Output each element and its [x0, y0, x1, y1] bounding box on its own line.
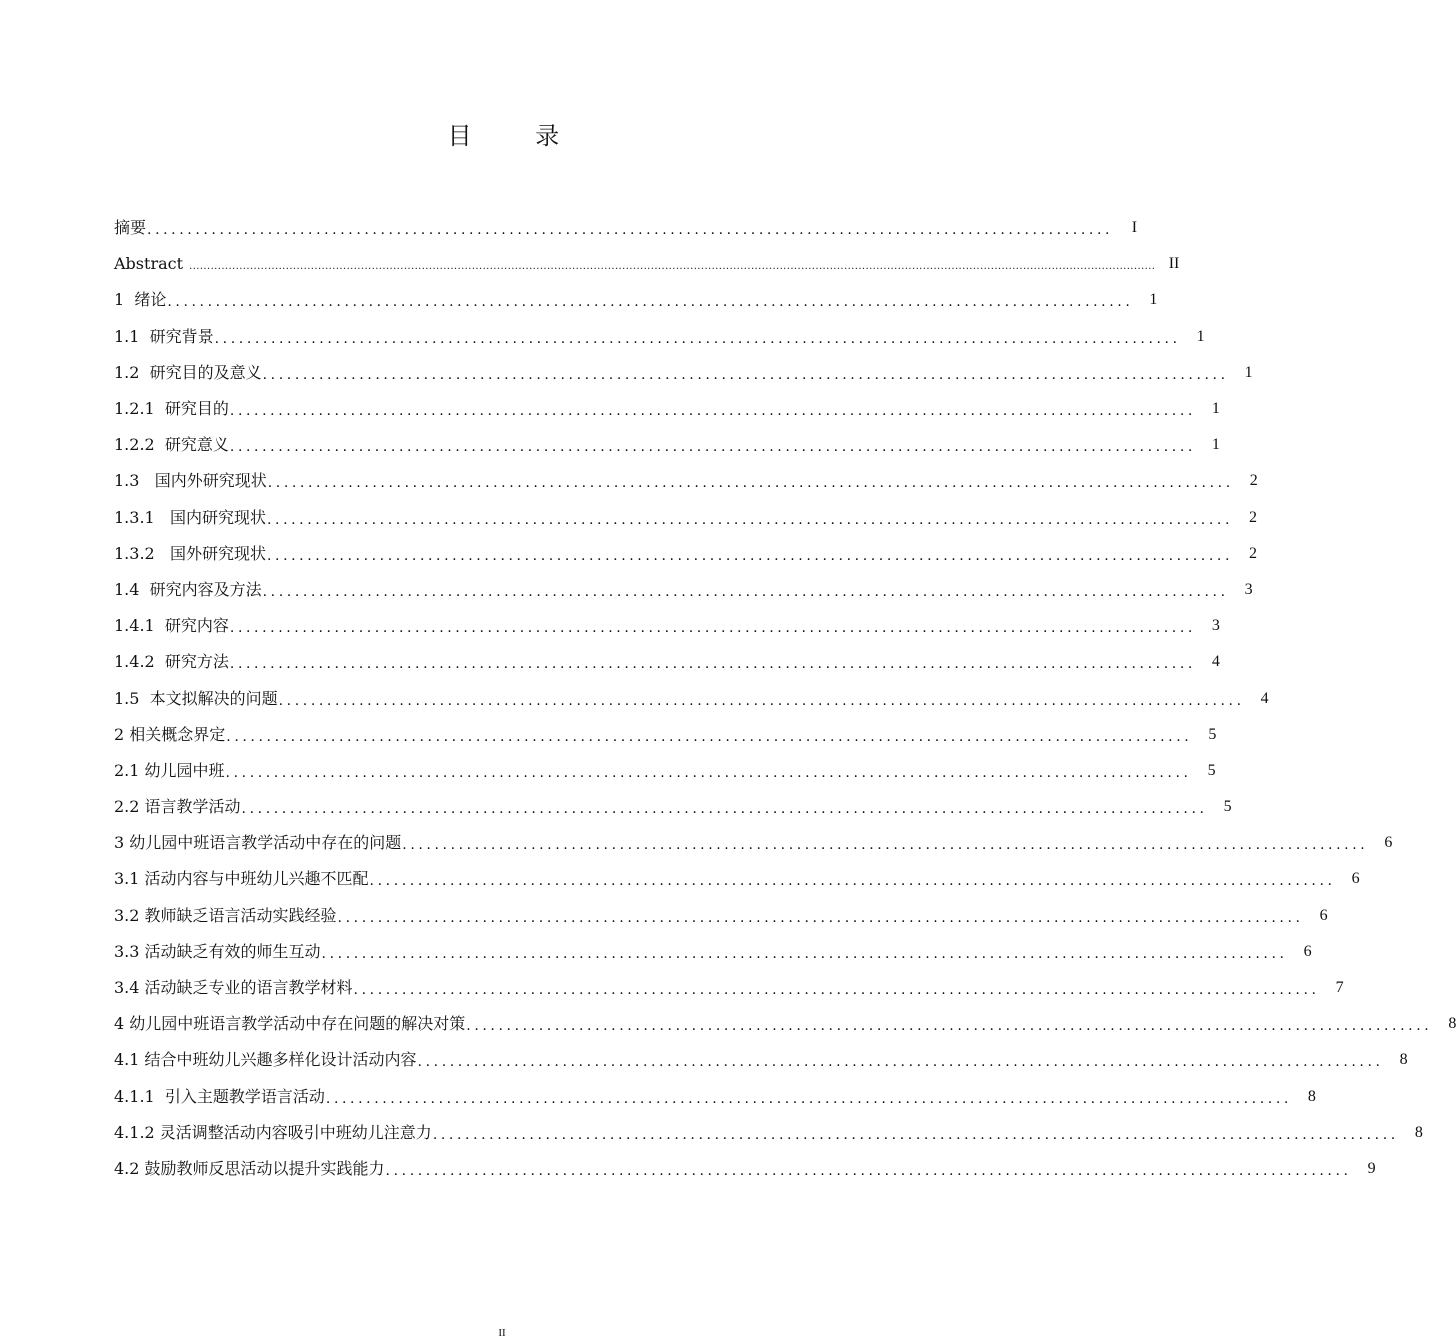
toc-dot-leader: ........................................................................................................................: [167, 294, 1134, 311]
toc-entry-page: 8: [1448, 1015, 1456, 1033]
toc-entry-label: 3.1 活动内容与中班幼儿兴趣不匹配: [114, 869, 369, 889]
toc-entry-label: 1.2.1 研究目的: [114, 399, 229, 419]
toc-entry-page: II: [1168, 255, 1180, 273]
toc-entry[interactable]: [114, 500, 1258, 536]
toc-dot-leader: ........................................................................................................................: [229, 620, 1196, 637]
toc-entry-label: 2 相关概念界定: [114, 724, 226, 744]
toc-dot-leader: ........................................................................................................................: [402, 837, 1369, 854]
toc-entry[interactable]: [114, 1042, 1408, 1078]
toc-entry[interactable]: [114, 861, 1360, 897]
toc-dot-leader: ........................................................................................................................: [147, 222, 1114, 239]
toc-entry[interactable]: [114, 319, 1205, 355]
toc-dot-leader: ........................................................................................................................: [225, 764, 1192, 781]
toc-entry-page: 2: [1249, 472, 1258, 490]
toc-entry-label: 1.2 研究目的及意义: [114, 362, 262, 382]
toc-entry-label: 3.2 教师缺乏语言活动实践经验: [114, 905, 337, 925]
toc-entry-page: 8: [1307, 1087, 1316, 1105]
toc-entry-label: 4.1.1 引入主题教学语言活动: [114, 1086, 325, 1106]
toc-entry-label: 1.4.2 研究方法: [114, 652, 229, 672]
toc-entry-label: 3.4 活动缺乏专业的语言教学材料: [114, 978, 353, 998]
toc-dot-leader: ........................................................................................................................: [267, 475, 1234, 492]
toc-entry[interactable]: [114, 355, 1253, 391]
toc-dot-leader: ........................................................................................................................: [241, 801, 1208, 818]
toc-entry[interactable]: [114, 1079, 1316, 1115]
toc-entry-page: 7: [1335, 979, 1344, 997]
toc-entry-label: 4.2 鼓励教师反思活动以提升实践能力: [114, 1158, 385, 1178]
toc-entry-page: 3: [1244, 580, 1253, 598]
toc-dot-leader: ........................................................................................................................: [229, 403, 1196, 420]
toc-dot-leader: ..............................................................................................................................................................................................................................................................................: [189, 261, 1156, 273]
toc-dot-leader: ........................................................................................................................: [466, 1018, 1433, 1035]
toc-dot-leader: ........................................................................................................................: [278, 692, 1245, 709]
toc-dot-leader: ........................................................................................................................: [353, 982, 1320, 999]
toc-entry-label: 4 幼儿园中班语言教学活动中存在问题的解决对策: [114, 1014, 466, 1034]
toc-dot-leader: ........................................................................................................................: [266, 511, 1234, 528]
toc-entry[interactable]: [114, 1115, 1423, 1151]
toc-entry-label: 1 绪论: [114, 290, 167, 310]
toc-entry-page: 5: [1207, 761, 1216, 779]
toc-entry-page: 8: [1399, 1051, 1408, 1069]
toc-entry-label: 2.2 语言教学活动: [114, 797, 241, 817]
toc-entry-label: 3 幼儿园中班语言教学活动中存在的问题: [114, 833, 402, 853]
toc-entry[interactable]: [114, 427, 1220, 463]
toc-entry[interactable]: [114, 825, 1393, 861]
toc-entry-page: 5: [1208, 725, 1217, 743]
toc-entry-label: 摘要: [114, 218, 147, 238]
toc-entry[interactable]: [114, 391, 1220, 427]
toc-entry-page: 2: [1249, 508, 1258, 526]
toc-entry-page: 6: [1384, 834, 1393, 852]
toc-entry-label: 1.1 研究背景: [114, 326, 214, 346]
toc-entry-label: 4.1.2 灵活调整活动内容吸引中班幼儿注意力: [114, 1122, 432, 1142]
toc-entry-label: 1.3.2 国外研究现状: [114, 543, 266, 563]
toc-entry-page: 4: [1211, 653, 1220, 671]
toc-entry-page: 9: [1367, 1159, 1376, 1177]
toc-entry[interactable]: [114, 644, 1220, 680]
toc-entry[interactable]: [114, 680, 1269, 716]
page-title: 目 录: [447, 122, 588, 150]
toc-entry[interactable]: [114, 536, 1258, 572]
toc-entry-page: 4: [1260, 689, 1269, 707]
toc-entry[interactable]: [114, 789, 1232, 825]
table-of-contents: [114, 210, 1456, 1187]
toc-entry-page: 5: [1223, 798, 1232, 816]
toc-dot-leader: ........................................................................................................................: [266, 547, 1234, 564]
toc-entry[interactable]: [114, 970, 1344, 1006]
toc-entry-page: 3: [1211, 617, 1220, 635]
toc-entry-page: 1: [1211, 400, 1220, 418]
toc-entry-label: 1.3 国内外研究现状: [114, 471, 267, 491]
toc-dot-leader: ........................................................................................................................: [337, 909, 1304, 926]
toc-entry[interactable]: [114, 1151, 1376, 1187]
toc-entry-page: 2: [1249, 544, 1258, 562]
toc-dot-leader: ........................................................................................................................: [432, 1126, 1399, 1143]
toc-entry-label: 1.4.1 研究内容: [114, 616, 229, 636]
toc-entry[interactable]: [114, 463, 1258, 499]
toc-dot-leader: ........................................................................................................................: [417, 1054, 1384, 1071]
toc-dot-leader: ........................................................................................................................: [214, 330, 1181, 347]
toc-entry[interactable]: [114, 717, 1217, 753]
footer-page-number: II: [498, 1327, 506, 1339]
toc-entry-page: 1: [1211, 436, 1220, 454]
toc-entry[interactable]: [114, 1006, 1456, 1042]
toc-entry-label: 2.1 幼儿园中班: [114, 760, 225, 780]
toc-entry-label: 1.5 本文拟解决的问题: [114, 688, 278, 708]
toc-entry-label: 1.4 研究内容及方法: [114, 579, 262, 599]
toc-entry-label: 3.3 活动缺乏有效的师生互动: [114, 941, 321, 961]
toc-entry[interactable]: [114, 282, 1158, 318]
toc-entry-page: 6: [1319, 906, 1328, 924]
toc-dot-leader: ........................................................................................................................: [262, 583, 1229, 600]
toc-entry-page: I: [1131, 219, 1138, 237]
toc-entry[interactable]: [114, 753, 1216, 789]
toc-entry-label: 4.1 结合中班幼儿兴趣多样化设计活动内容: [114, 1050, 417, 1070]
toc-entry[interactable]: [114, 572, 1253, 608]
toc-dot-leader: ........................................................................................................................: [226, 728, 1193, 745]
toc-entry-label: Abstract: [114, 254, 189, 274]
toc-entry-page: 1: [1244, 363, 1253, 381]
toc-entry[interactable]: [114, 246, 1180, 282]
toc-dot-leader: ........................................................................................................................: [369, 873, 1336, 890]
toc-dot-leader: ........................................................................................................................: [325, 1090, 1292, 1107]
toc-entry-page: 1: [1149, 291, 1158, 309]
toc-dot-leader: ........................................................................................................................: [385, 1162, 1352, 1179]
toc-dot-leader: ........................................................................................................................: [229, 439, 1196, 456]
toc-entry-page: 6: [1351, 870, 1360, 888]
toc-entry[interactable]: [114, 210, 1138, 246]
toc-entry[interactable]: [114, 934, 1312, 970]
toc-entry-page: 6: [1303, 942, 1312, 960]
toc-entry-page: 1: [1196, 327, 1205, 345]
toc-dot-leader: ........................................................................................................................: [262, 366, 1229, 383]
toc-dot-leader: ........................................................................................................................: [229, 656, 1196, 673]
toc-entry-label: 1.3.1 国内研究现状: [114, 507, 266, 527]
toc-entry-page: 8: [1414, 1123, 1423, 1141]
toc-dot-leader: ........................................................................................................................: [321, 945, 1288, 962]
toc-entry[interactable]: [114, 898, 1328, 934]
toc-entry-label: 1.2.2 研究意义: [114, 435, 229, 455]
toc-entry[interactable]: [114, 608, 1220, 644]
